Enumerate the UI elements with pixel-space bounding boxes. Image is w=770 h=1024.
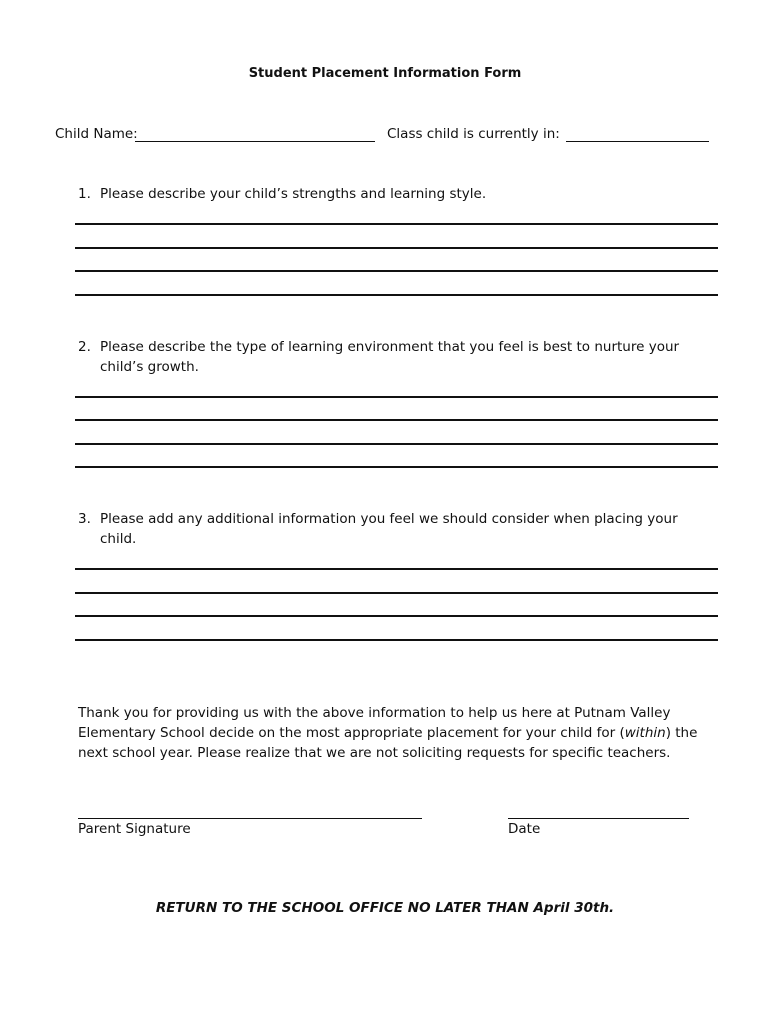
- closing-paragraph: [78, 703, 718, 763]
- date-label: Date: [508, 821, 541, 837]
- question-3-number: 3.: [78, 511, 91, 527]
- child-name-label: Child Name:: [55, 126, 138, 142]
- answer-1-line-1[interactable]: [75, 223, 718, 225]
- parent-signature-label: Parent Signature: [78, 821, 191, 837]
- answer-3-line-1[interactable]: [75, 568, 718, 570]
- answer-1-line-2[interactable]: [75, 247, 718, 249]
- closing-text-2: ) the next school year. Please realize that we are not soliciting requests for specific teachers.: [78, 725, 698, 761]
- answer-2-line-4[interactable]: [75, 466, 718, 468]
- answer-3-line-2[interactable]: [75, 592, 718, 594]
- answer-2-line-2[interactable]: [75, 419, 718, 421]
- answer-3-line-4[interactable]: [75, 639, 718, 641]
- return-notice: RETURN TO THE SCHOOL OFFICE NO LATER THAN April 30th.: [155, 900, 615, 916]
- closing-text-1: Thank you for providing us with the above information to help us here at Putnam Valley Elementary School decide on the most appropriate placement for your child for (: [78, 705, 671, 741]
- question-2-text: Please describe the type of learning environment that you feel is best to nurture your child’s growth.: [100, 339, 680, 375]
- class-label: Class child is currently in:: [387, 126, 560, 142]
- class-field[interactable]: [566, 141, 709, 142]
- answer-2-line-3[interactable]: [75, 443, 718, 445]
- question-1-text: Please describe your child’s strengths and learning style.: [100, 186, 487, 202]
- answer-2-line-1[interactable]: [75, 396, 718, 398]
- question-2-number: 2.: [78, 339, 91, 355]
- question-3-text: Please add any additional information you feel we should consider when placing your child.: [100, 511, 678, 547]
- answer-3-line-3[interactable]: [75, 615, 718, 617]
- form-title: Student Placement Information Form: [248, 66, 522, 81]
- date-field[interactable]: [508, 818, 689, 819]
- closing-emphasis: within: [624, 725, 666, 741]
- answer-1-line-3[interactable]: [75, 270, 718, 272]
- child-name-field[interactable]: [135, 141, 375, 142]
- parent-signature-field[interactable]: [78, 818, 422, 819]
- question-1-number: 1.: [78, 186, 91, 202]
- answer-1-line-4[interactable]: [75, 294, 718, 296]
